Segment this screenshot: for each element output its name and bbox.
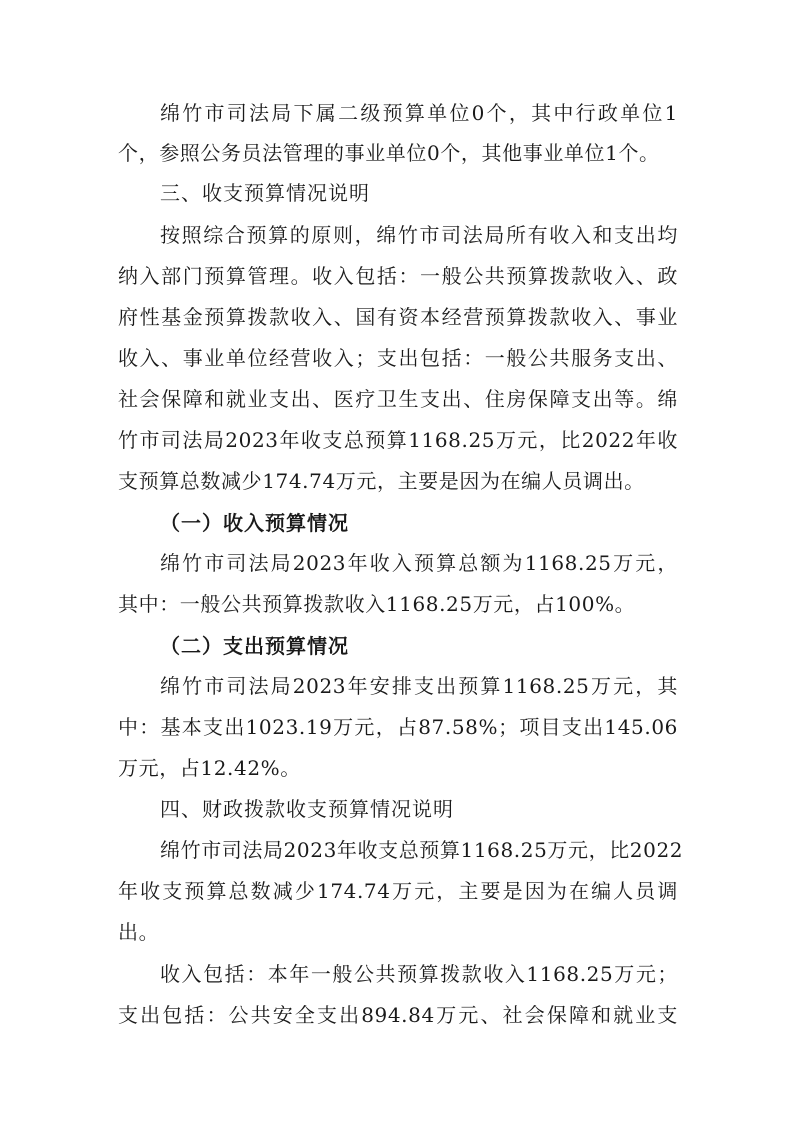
paragraph-line: 社会保障和就业支出、医疗卫生支出、住房保障支出等。绵 — [118, 387, 678, 411]
paragraph-line: 支预算总数减少174.74万元，主要是因为在编人员调出。 — [118, 469, 645, 493]
paragraph-line: 出。 — [118, 920, 160, 944]
paragraph-line: 绵竹市司法局2023年安排支出预算1168.25万元，其 — [160, 674, 678, 698]
paragraph-line-units-cont: 个，参照公务员法管理的事业单位0个，其他事业单位1个。 — [118, 141, 660, 165]
paragraph-line: 万元，占12.42%。 — [118, 756, 301, 780]
section-heading-budget-overview: 三、收支预算情况说明 — [160, 181, 370, 205]
paragraph-line: 纳入部门预算管理。收入包括：一般公共预算拨款收入、政 — [118, 264, 678, 288]
paragraph-line: 竹市司法局2023年收支总预算1168.25万元，比2022年收 — [118, 428, 678, 452]
paragraph-line: 按照综合预算的原则，绵竹市司法局所有收入和支出均 — [160, 223, 678, 247]
paragraph-line: 其中：一般公共预算拨款收入1168.25万元，占100%。 — [118, 592, 636, 616]
paragraph-line: 绵竹市司法局2023年收入预算总额为1168.25万元， — [160, 551, 678, 575]
paragraph-line: 府性基金预算拨款收入、国有资本经营预算拨款收入、事业 — [118, 305, 678, 329]
paragraph-line-units: 绵竹市司法局下属二级预算单位0个，其中行政单位1 — [160, 101, 678, 125]
paragraph-line: 收入、事业单位经营收入；支出包括：一般公共服务支出、 — [118, 346, 678, 370]
paragraph-line: 支出包括：公共安全支出894.84万元、社会保障和就业支 — [118, 1003, 678, 1027]
subsection-heading-expenditure: （二）支出预算情况 — [160, 634, 349, 658]
paragraph-line: 绵竹市司法局2023年收支总预算1168.25万元，比2022 — [160, 838, 684, 862]
section-heading-fiscal-allocation: 四、财政拨款收支预算情况说明 — [160, 797, 454, 821]
paragraph-line: 中：基本支出1023.19万元，占87.58%；项目支出145.06 — [118, 715, 678, 739]
subsection-heading-income: （一）收入预算情况 — [160, 511, 349, 535]
paragraph-line: 收入包括：本年一般公共预算拨款收入1168.25万元； — [160, 962, 678, 986]
paragraph-line: 年收支预算总数减少174.74万元，主要是因为在编人员调 — [118, 879, 678, 903]
